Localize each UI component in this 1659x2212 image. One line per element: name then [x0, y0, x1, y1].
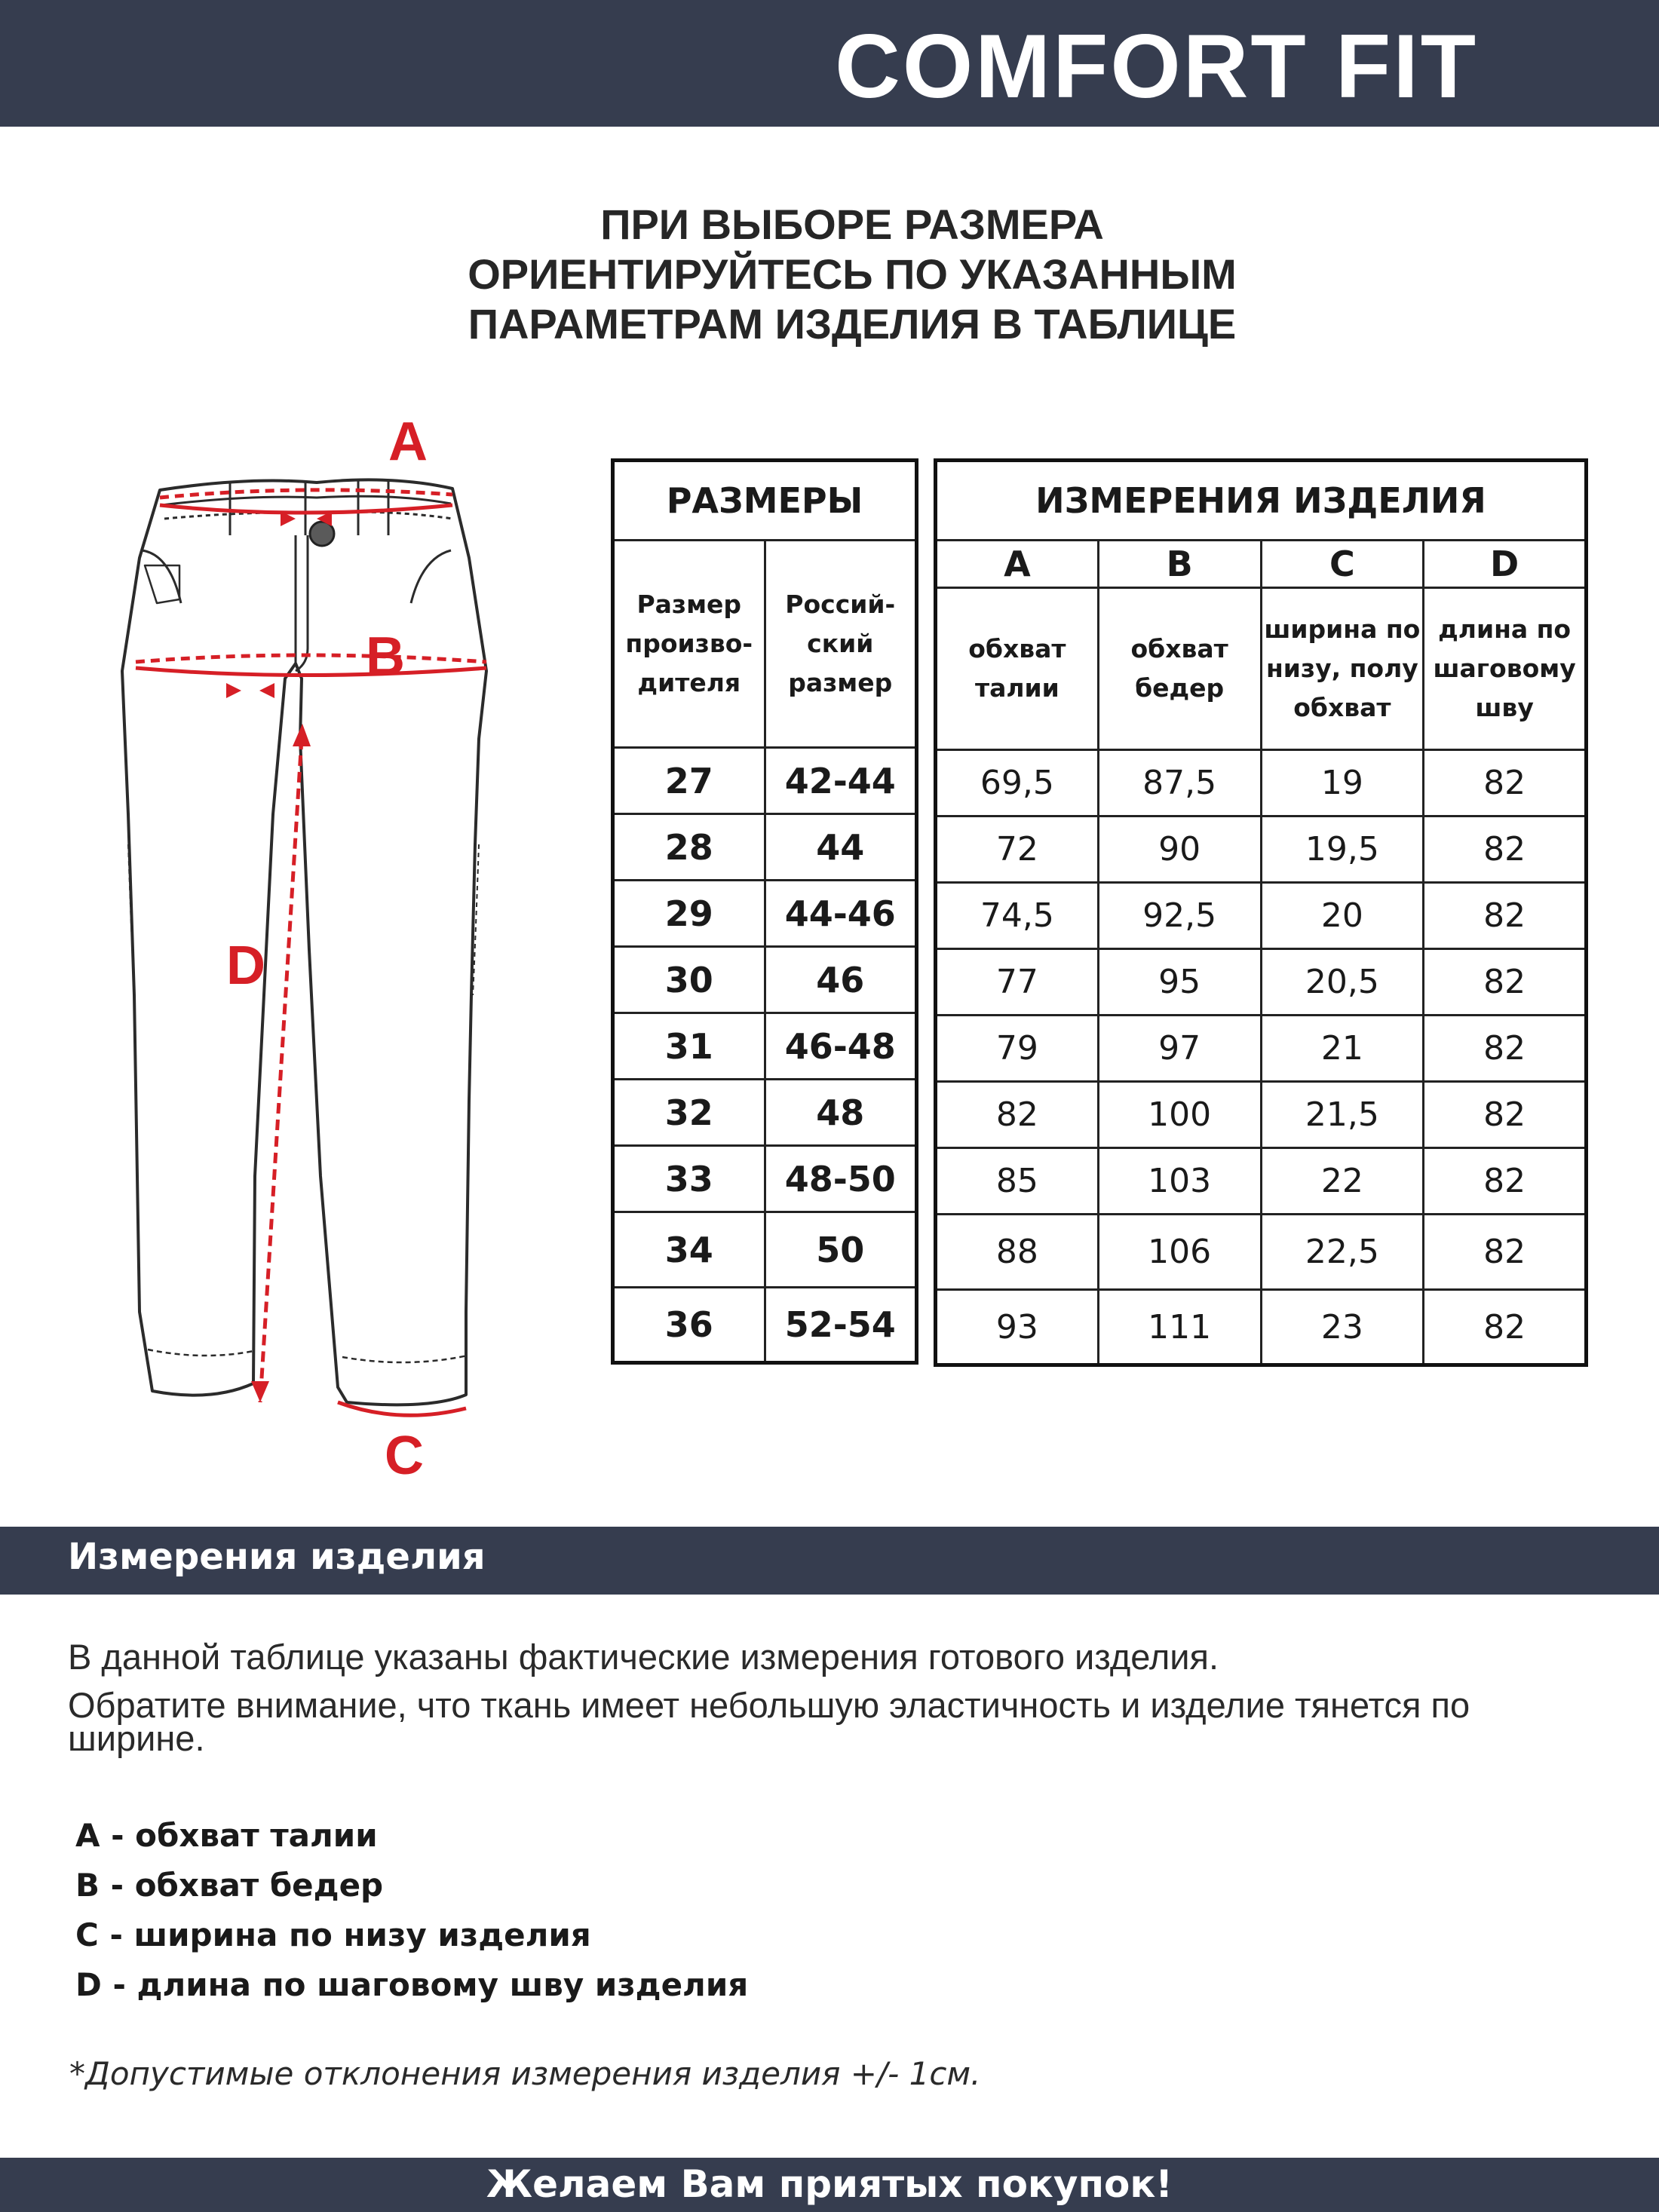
- russian-size-cell: 44: [765, 814, 917, 881]
- intro-line-2: ОРИЕНТИРУЙТЕСЬ ПО УКАЗАННЫМ: [468, 250, 1237, 298]
- measurements-table: [934, 458, 1588, 1367]
- inseam-cell: 82: [1424, 949, 1587, 1016]
- manufacturer-size-cell: 36: [613, 1288, 765, 1363]
- label-c: C: [385, 1426, 424, 1478]
- tolerance-note: *Допустимые отклонения измерения изделия +/- 1см.: [69, 2055, 981, 2092]
- hips-cell: 90: [1098, 816, 1261, 883]
- table-row: [936, 1290, 1587, 1365]
- hips-cell: 87,5: [1098, 750, 1261, 816]
- col-desc-c: ширина по низу, полу обхват: [1261, 588, 1424, 750]
- table-row: [936, 750, 1587, 816]
- inseam-cell: 82: [1424, 750, 1587, 816]
- hips-cell: 92,5: [1098, 883, 1261, 949]
- waist-cell: 93: [936, 1290, 1099, 1365]
- hips-cell: 97: [1098, 1016, 1261, 1082]
- intro-line-3: ПАРАМЕТРАМ ИЗДЕЛИЯ В ТАБЛИЦЕ: [468, 300, 1237, 348]
- table-row: [613, 881, 917, 947]
- russian-size-cell: 44-46: [765, 881, 917, 947]
- inseam-cell: 82: [1424, 1082, 1587, 1148]
- hem-width-cell: 19: [1261, 750, 1424, 816]
- hips-cell: 95: [1098, 949, 1261, 1016]
- manufacturer-size-cell: 32: [613, 1080, 765, 1146]
- russian-size-cell: 46: [765, 947, 917, 1013]
- table-row: [613, 1288, 917, 1363]
- hem-width-cell: 21: [1261, 1016, 1424, 1082]
- footer-band: [0, 2158, 1659, 2212]
- col-desc-b: обхват бедер: [1098, 588, 1261, 750]
- table-row: [936, 1082, 1587, 1148]
- legend-item: D - длина по шаговому шву изделия: [75, 1966, 749, 2003]
- manufacturer-size-cell: 29: [613, 881, 765, 947]
- inseam-cell: 82: [1424, 1215, 1587, 1290]
- hem-width-cell: 22,5: [1261, 1215, 1424, 1290]
- waist-cell: 77: [936, 949, 1099, 1016]
- inseam-cell: 82: [1424, 816, 1587, 883]
- section-paragraph-2: Обратите внимание, что ткань имеет небольшую эластичность и изделие тянется по ширине.: [68, 1685, 1470, 1758]
- legend-item: B - обхват бедер: [75, 1867, 384, 1904]
- pants-diagram: [98, 422, 520, 1478]
- section-title: Измерения изделия: [68, 1536, 486, 1578]
- intro-heading: [0, 200, 1659, 349]
- sizes-table: [611, 458, 918, 1365]
- col-letter-c: C: [1261, 541, 1424, 588]
- table-row: [936, 883, 1587, 949]
- russian-size-cell: 52-54: [765, 1288, 917, 1363]
- russian-size-cell: 46-48: [765, 1013, 917, 1080]
- manufacturer-size-cell: 31: [613, 1013, 765, 1080]
- table-row: [613, 1146, 917, 1212]
- hem-width-cell: 20: [1261, 883, 1424, 949]
- table-row: [936, 949, 1587, 1016]
- col-desc-a: обхват талии: [936, 588, 1099, 750]
- waist-cell: 82: [936, 1082, 1099, 1148]
- russian-size-cell: 48-50: [765, 1146, 917, 1212]
- hips-cell: 111: [1098, 1290, 1261, 1365]
- top-banner: [0, 0, 1659, 127]
- waist-cell: 79: [936, 1016, 1099, 1082]
- table-row: [936, 1215, 1587, 1290]
- section-band: [0, 1527, 1659, 1595]
- hips-cell: 106: [1098, 1215, 1261, 1290]
- waist-cell: 72: [936, 816, 1099, 883]
- table-row: [936, 1148, 1587, 1215]
- intro-line-1: ПРИ ВЫБОРЕ РАЗМЕРА: [600, 201, 1104, 248]
- russian-size-cell: 50: [765, 1212, 917, 1288]
- table-row: [936, 816, 1587, 883]
- col-letter-b: B: [1098, 541, 1261, 588]
- manufacturer-size-cell: 27: [613, 748, 765, 814]
- label-d: D: [226, 936, 265, 996]
- label-a: A: [388, 422, 428, 472]
- section-paragraph-1: В данной таблице указаны фактические измерения готового изделия.: [68, 1637, 1219, 1677]
- table-row: [936, 1016, 1587, 1082]
- hips-cell: 100: [1098, 1082, 1261, 1148]
- col-russian-size: Россий- ский размер: [765, 541, 917, 748]
- russian-size-cell: 48: [765, 1080, 917, 1146]
- inseam-cell: 82: [1424, 1148, 1587, 1215]
- table-row: [613, 814, 917, 881]
- hem-width-cell: 23: [1261, 1290, 1424, 1365]
- measurements-table-title: ИЗМЕРЕНИЯ ИЗДЕЛИЯ: [936, 461, 1587, 541]
- legend-item: C - ширина по низу изделия: [75, 1916, 591, 1953]
- russian-size-cell: 42-44: [765, 748, 917, 814]
- manufacturer-size-cell: 34: [613, 1212, 765, 1288]
- waist-cell: 74,5: [936, 883, 1099, 949]
- hem-width-cell: 22: [1261, 1148, 1424, 1215]
- inseam-cell: 82: [1424, 883, 1587, 949]
- col-desc-d: длина по шаговому шву: [1424, 588, 1587, 750]
- legend-item: A - обхват талии: [75, 1817, 378, 1854]
- table-row: [613, 1013, 917, 1080]
- hem-width-cell: 19,5: [1261, 816, 1424, 883]
- brand-title: COMFORT FIT: [835, 16, 1478, 117]
- inseam-cell: 82: [1424, 1016, 1587, 1082]
- col-manufacturer-size: Размер произво- дителя: [613, 541, 765, 748]
- inseam-cell: 82: [1424, 1290, 1587, 1365]
- manufacturer-size-cell: 30: [613, 947, 765, 1013]
- hem-width-cell: 20,5: [1261, 949, 1424, 1016]
- waist-cell: 69,5: [936, 750, 1099, 816]
- table-row: [613, 947, 917, 1013]
- footer-text: Желаем Вам приятых покупок!: [486, 2162, 1173, 2206]
- waist-cell: 88: [936, 1215, 1099, 1290]
- sizes-table-title: РАЗМЕРЫ: [613, 461, 917, 541]
- col-letter-d: D: [1424, 541, 1587, 588]
- label-b: B: [366, 627, 405, 687]
- hips-cell: 103: [1098, 1148, 1261, 1215]
- manufacturer-size-cell: 33: [613, 1146, 765, 1212]
- col-letter-a: A: [936, 541, 1099, 588]
- table-row: [613, 1080, 917, 1146]
- hem-width-cell: 21,5: [1261, 1082, 1424, 1148]
- table-row: [613, 1212, 917, 1288]
- manufacturer-size-cell: 28: [613, 814, 765, 881]
- waist-cell: 85: [936, 1148, 1099, 1215]
- table-row: [613, 748, 917, 814]
